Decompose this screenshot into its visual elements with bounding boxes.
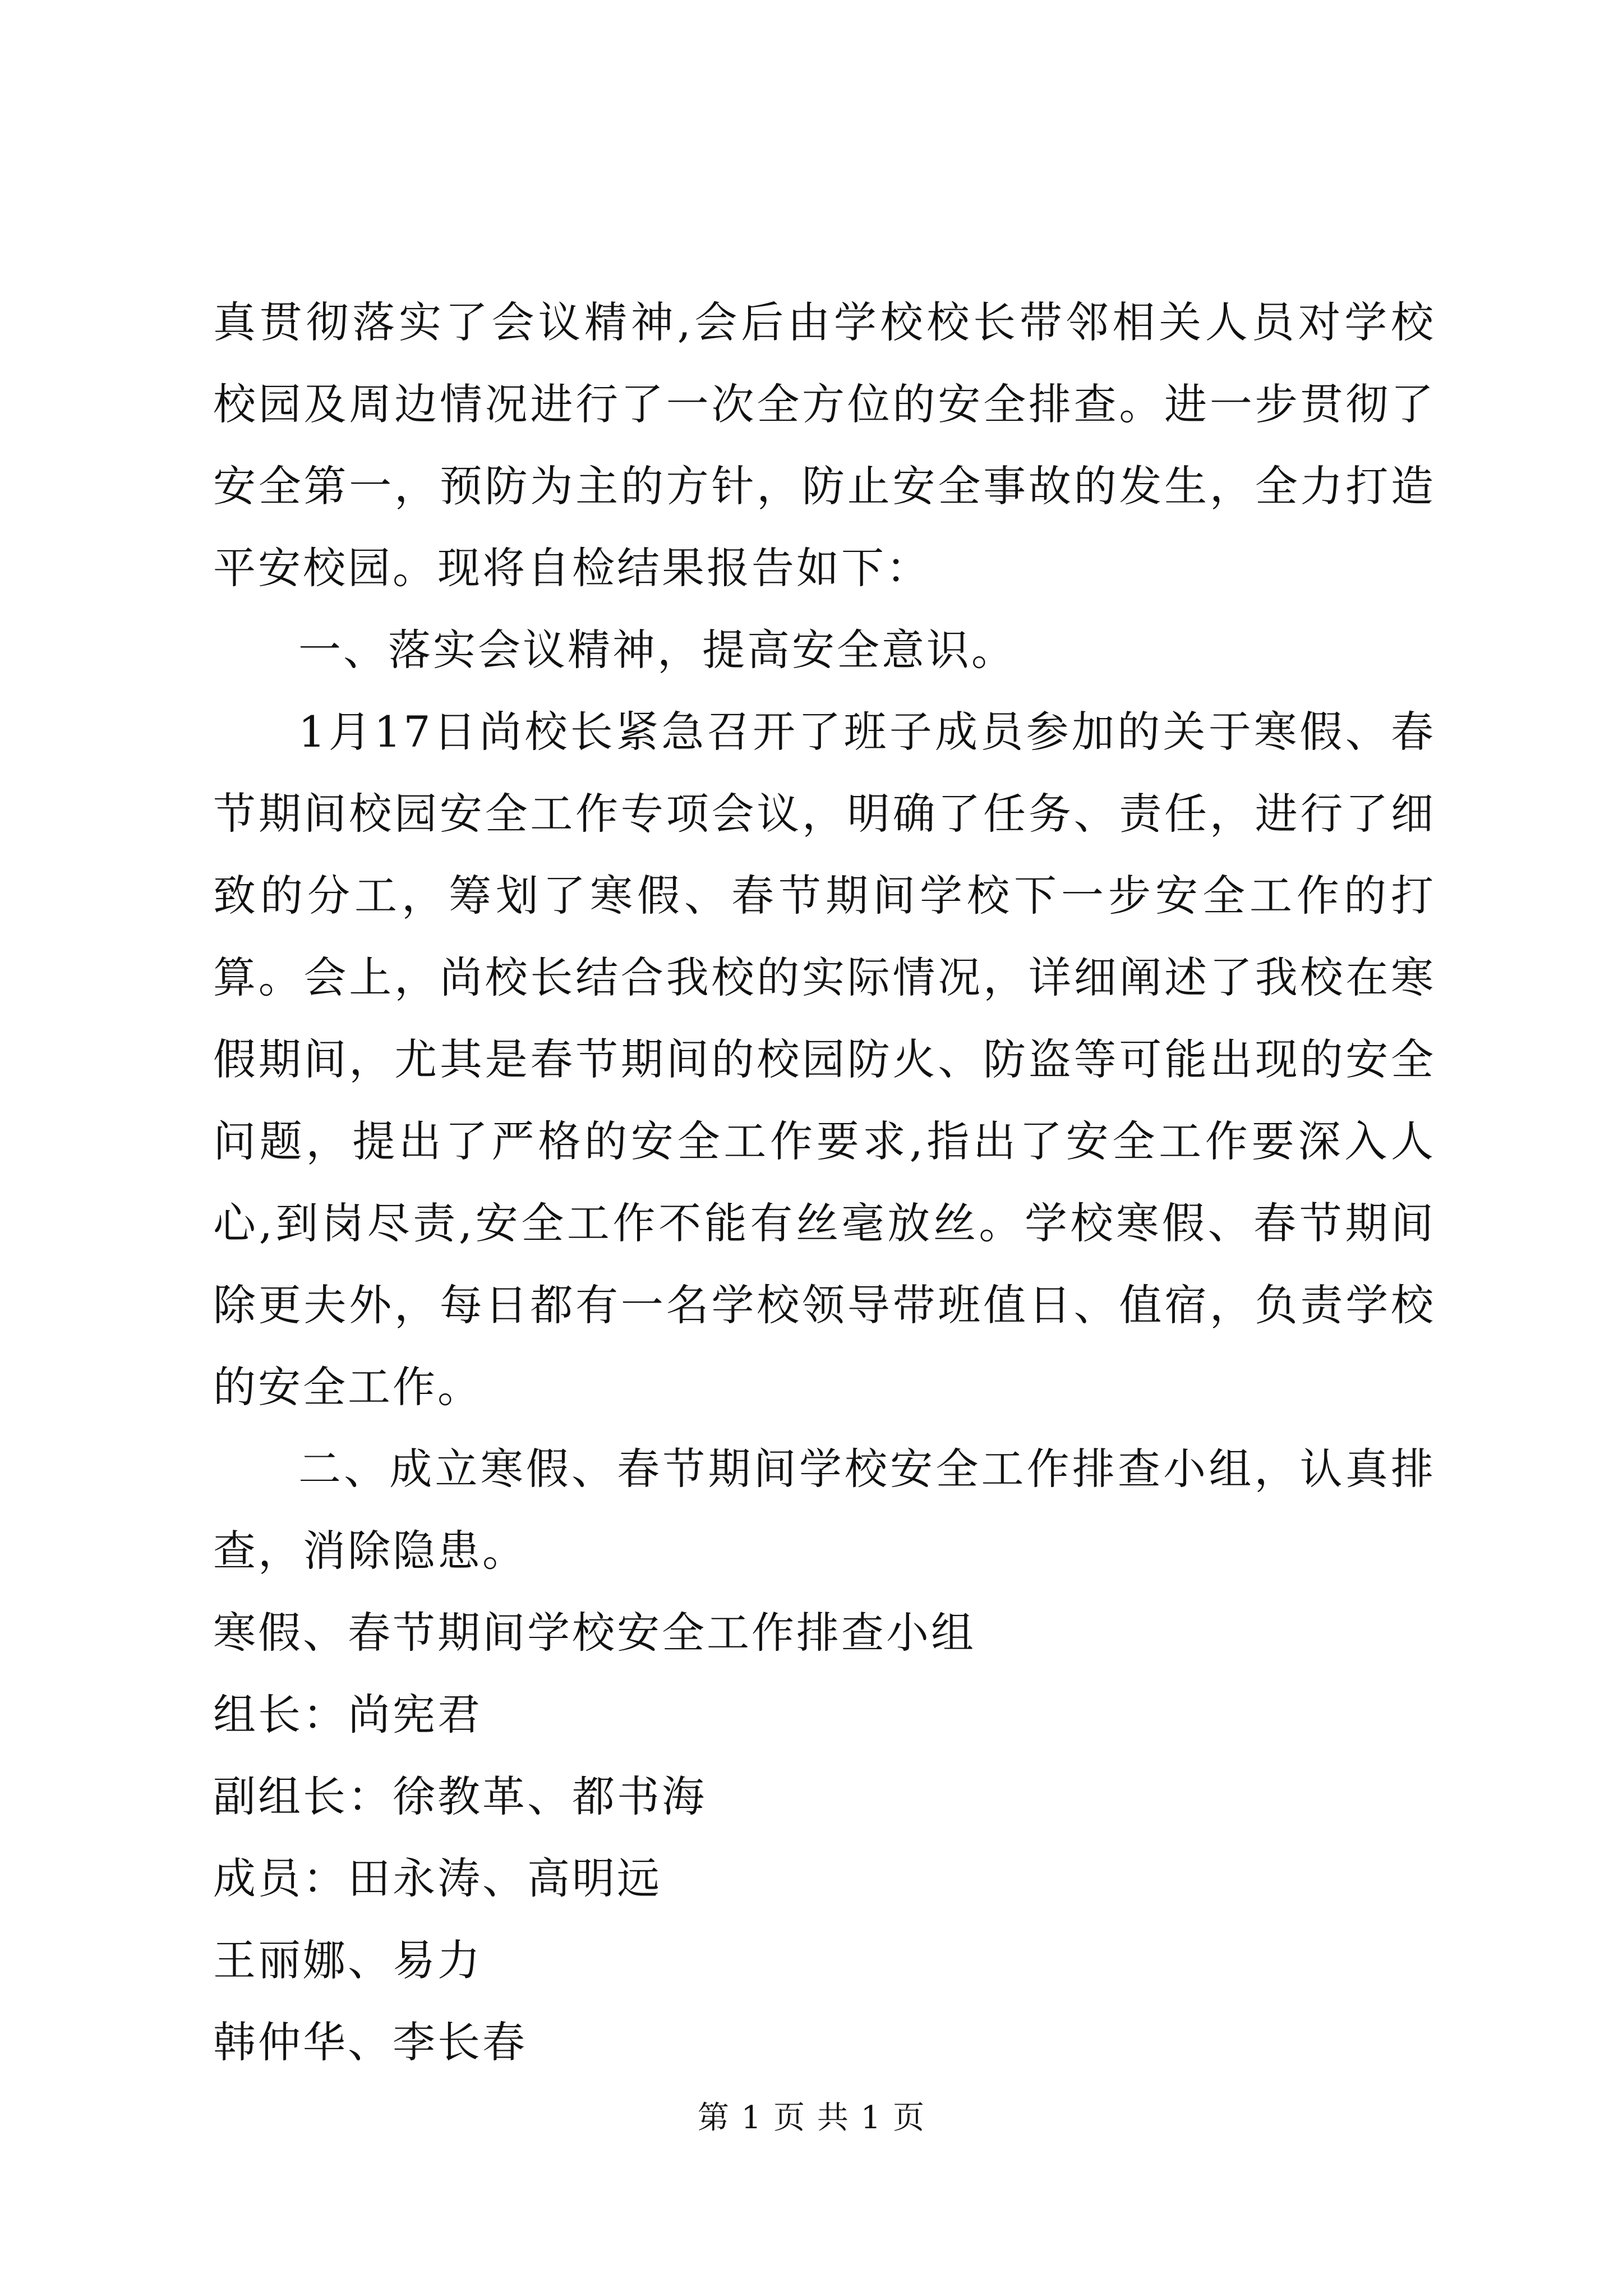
- group-deputy: 副组长：徐教革、都书海: [213, 1772, 707, 1821]
- group-members-line-1: 成员：田永涛、高明远: [213, 1853, 662, 1903]
- group-members-line-2: 王丽娜、易力: [213, 1935, 482, 1985]
- group-title: 寒假、春节期间学校安全工作排查小组: [213, 1608, 976, 1658]
- group-members-line-3: 韩仲华、李长春: [213, 2017, 527, 2067]
- group-leader: 组长：尚宪君: [213, 1690, 482, 1740]
- section-heading-2: 二、成立寒假、春节期间学校安全工作排查小组，认真排查，消除隐患。: [213, 1444, 1436, 1576]
- paragraph-intro: 真贯彻落实了会议精神,会后由学校校长带邻相关人员对学校校园及周边情况进行了一次全方位的安全排查。进一步贯彻了安全第一，预防为主的方针，防止安全事故的发生，全力打造平安校园。现将自检结果报告如下：: [213, 297, 1436, 593]
- section-heading-1: 一、落实会议精神，提高安全意识。: [298, 625, 1016, 675]
- page-number-footer: 第 1 页 共 1 页: [697, 2100, 926, 2136]
- document-body: [213, 282, 1436, 2083]
- paragraph-meeting: 1月17日尚校长紧急召开了班子成员参加的关于寒假、春节期间校园安全工作专项会议，明确了任务、责任，进行了细致的分工，筹划了寒假、春节期间学校下一步安全工作的打算。会上，尚校长结合我校的实际情况，详细阐述了我校在寒假期间，尤其是春节期间的校园防火、防盗等可能出现的安全问题，提出了严格的安全工作要求,指出了安全工作要深入人心,到岗尽责,安全工作不能有丝毫放丝。学校寒假、春节期间除更夫外，每日都有一名学校领导带班值日、值宿，负责学校的安全工作。: [213, 707, 1436, 1412]
